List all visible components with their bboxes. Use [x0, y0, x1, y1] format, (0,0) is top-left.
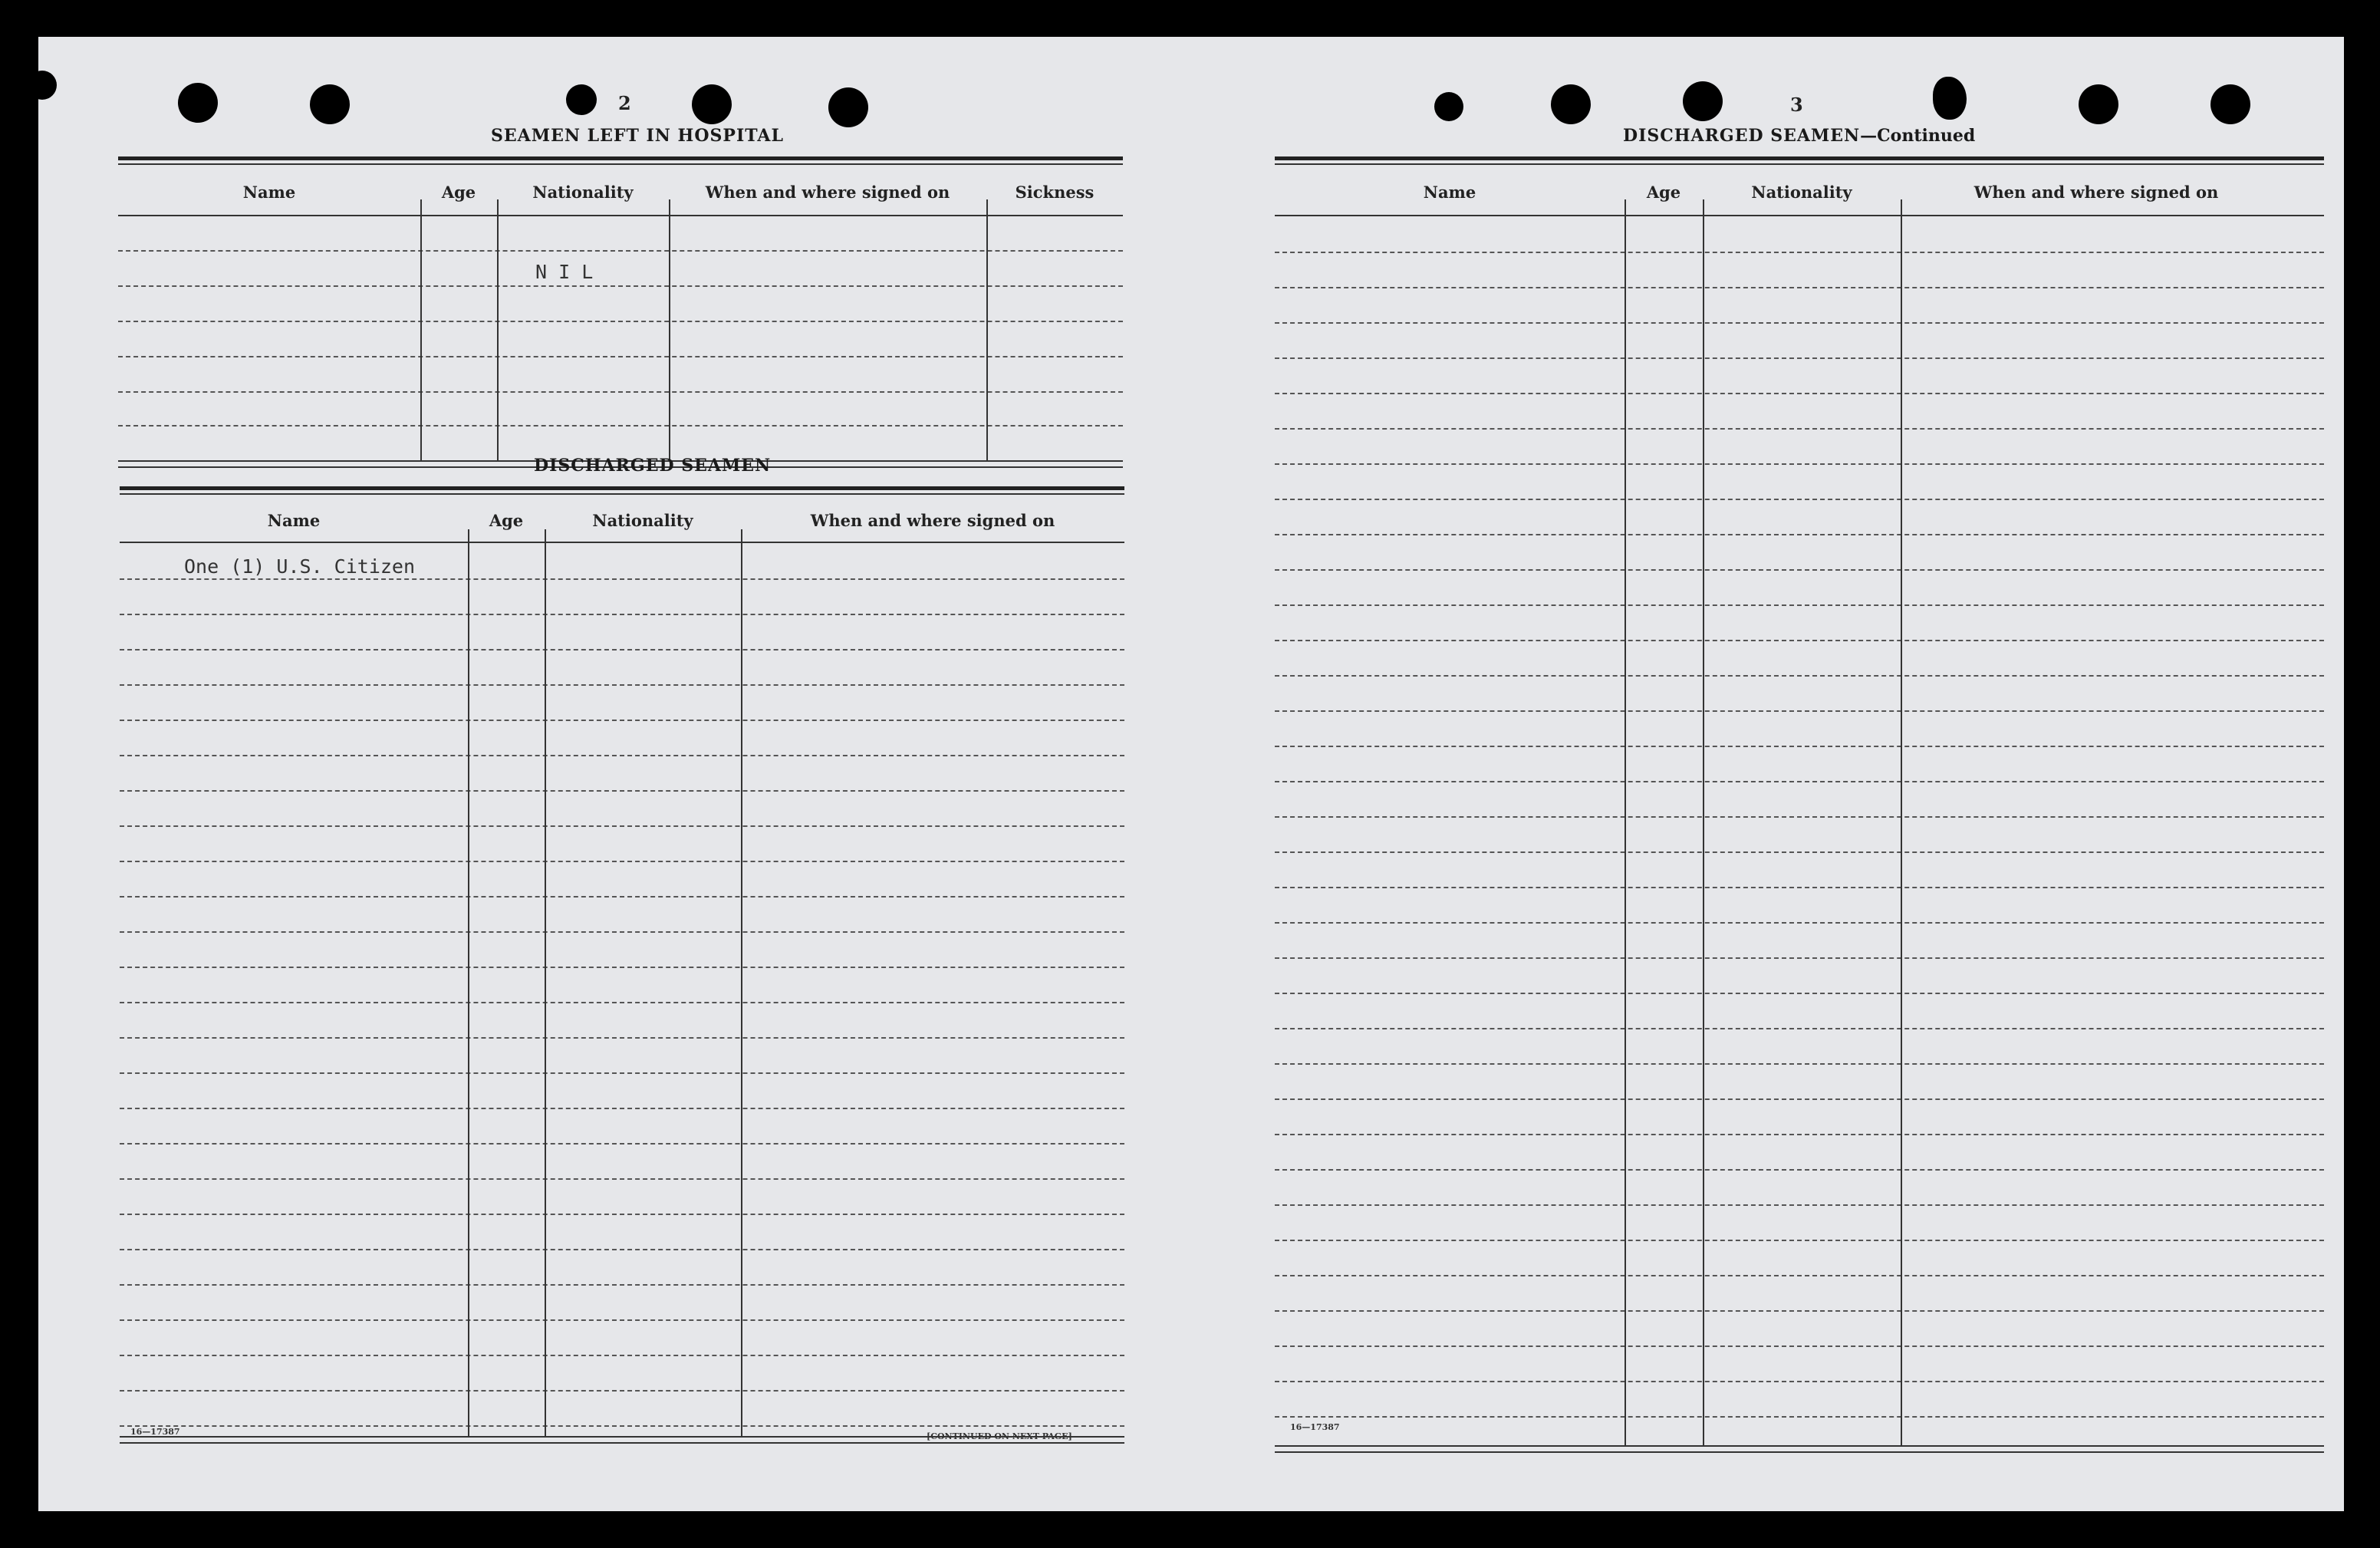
punch-hole — [1933, 77, 1967, 120]
ledger-row-line — [120, 1355, 1124, 1356]
scanned-document — [38, 37, 2344, 1511]
ledger-row-line — [1275, 1169, 2324, 1171]
ledger-row-line — [120, 1249, 1124, 1250]
page-number-right: 3 — [1790, 94, 1803, 116]
ledger-row-line — [1275, 428, 2324, 430]
col-head-name: Name — [242, 183, 296, 202]
ledger-row-line — [120, 684, 1124, 686]
ledger-row-line — [1275, 604, 2324, 606]
punch-hole — [2210, 84, 2250, 124]
punch-hole — [28, 71, 57, 100]
ledger-row-line — [1275, 922, 2324, 924]
ledger-row-line — [120, 1284, 1124, 1286]
ledger-row-line — [1275, 1240, 2324, 1241]
ledger-row-line — [1275, 463, 2324, 465]
punch-hole — [1434, 92, 1463, 121]
ledger-row-line — [120, 578, 1124, 580]
ledger-row-line — [1275, 993, 2324, 994]
ledger-row-line — [1275, 1063, 2324, 1065]
ledger-row-line — [120, 967, 1124, 968]
discharged-section-title: DISCHARGED SEAMEN — [534, 456, 772, 476]
ledger-row-line — [1275, 534, 2324, 535]
ledger-row-line — [1275, 957, 2324, 959]
ledger-row-line — [1275, 816, 2324, 818]
col-head-age: Age — [1646, 183, 1681, 202]
col-head-signed-on: When and where signed on — [1973, 183, 2219, 202]
punch-hole — [2079, 84, 2118, 124]
ledger-row-line — [120, 896, 1124, 898]
ledger-row-line — [1275, 393, 2324, 394]
continued-note: [CONTINUED ON NEXT PAGE] — [927, 1431, 1072, 1441]
punch-hole — [828, 87, 868, 127]
title-main: DISCHARGED SEAMEN — [1623, 126, 1861, 146]
ledger-row-line — [120, 790, 1124, 792]
ledger-row-line — [1275, 746, 2324, 747]
ledger-row-line — [1275, 1275, 2324, 1276]
ledger-row-line — [1275, 322, 2324, 324]
ledger-row-line — [120, 755, 1124, 756]
ledger-row-line — [120, 1178, 1124, 1180]
ledger-row-line — [1275, 640, 2324, 641]
ledger-row-line — [120, 1319, 1124, 1321]
punch-hole — [566, 84, 597, 115]
ledger-row-line — [120, 861, 1124, 862]
col-head-nationality: Nationality — [592, 511, 693, 530]
ledger-row-line — [120, 1143, 1124, 1145]
ledger-row-line — [120, 1072, 1124, 1074]
punch-hole — [1683, 81, 1723, 121]
form-code-left: 16—17387 — [130, 1427, 180, 1437]
ledger-row-line — [1275, 851, 2324, 853]
ledger-row-line — [1275, 287, 2324, 288]
ledger-row-line — [1275, 710, 2324, 712]
ledger-row-line — [120, 1390, 1124, 1392]
col-head-name: Name — [267, 511, 321, 530]
punch-hole — [692, 84, 732, 124]
ledger-row-line — [1275, 1345, 2324, 1347]
col-head-signed-on: When and where signed on — [810, 511, 1055, 530]
ledger-row-line — [120, 1108, 1124, 1109]
hospital-entry-nil: N I L — [535, 261, 594, 283]
ledger-row-line — [1275, 499, 2324, 500]
ledger-row-line — [120, 1214, 1124, 1215]
ledger-row-line — [1275, 675, 2324, 677]
col-head-nationality: Nationality — [532, 183, 634, 202]
col-head-nationality: Nationality — [1751, 183, 1852, 202]
discharged-continued-title — [1623, 126, 1975, 146]
col-head-sickness: Sickness — [1015, 183, 1095, 202]
ledger-row-line — [120, 931, 1124, 933]
ledger-row-line — [1275, 887, 2324, 888]
col-head-age: Age — [441, 183, 476, 202]
ledger-row-line — [1275, 1028, 2324, 1029]
col-head-name: Name — [1423, 183, 1476, 202]
col-head-age: Age — [489, 511, 524, 530]
col-head-signed-on: When and where signed on — [705, 183, 950, 202]
page-number-left: 2 — [618, 92, 631, 114]
punch-hole — [310, 84, 350, 124]
ledger-row-line — [120, 825, 1124, 827]
ledger-row-line — [1275, 1204, 2324, 1206]
ledger-row-line — [1275, 357, 2324, 359]
ledger-row-line — [120, 1425, 1124, 1427]
ledger-row-line — [1275, 1134, 2324, 1135]
ledger-row-line — [120, 1002, 1124, 1003]
punch-hole — [178, 83, 218, 123]
discharged-table-right — [1275, 156, 2324, 1456]
ledger-row-line — [1275, 252, 2324, 253]
ledger-row-line — [120, 614, 1124, 615]
discharged-entry: One (1) U.S. Citizen — [184, 555, 416, 578]
ledger-row-line — [1275, 1381, 2324, 1382]
ledger-row-line — [1275, 569, 2324, 571]
ledger-row-line — [120, 720, 1124, 721]
ledger-row-line — [120, 1037, 1124, 1039]
discharged-table-left — [120, 486, 1124, 1447]
hospital-table — [118, 156, 1123, 471]
ledger-row-line — [120, 649, 1124, 650]
ledger-row-line — [1275, 1310, 2324, 1312]
form-code-right: 16—17387 — [1290, 1422, 1340, 1432]
ledger-row-line — [1275, 1098, 2324, 1100]
hospital-section-title: SEAMEN LEFT IN HOSPITAL — [491, 126, 784, 146]
ledger-row-line — [1275, 1416, 2324, 1418]
punch-hole — [1551, 84, 1591, 124]
title-continued: —Continued — [1860, 126, 1976, 146]
ledger-row-line — [1275, 781, 2324, 782]
